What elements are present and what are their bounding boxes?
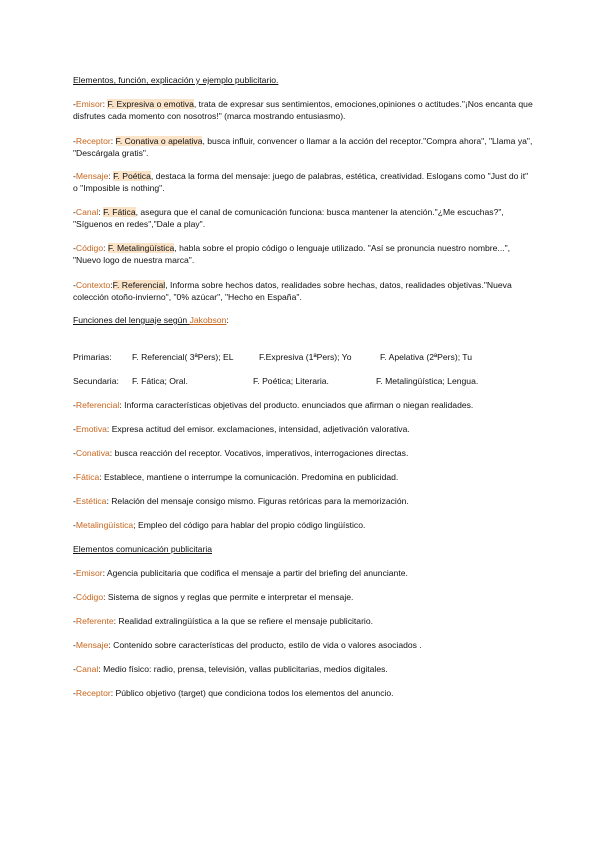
function-text: , busca influir, convencer o llamar a la acción del receptor."Compra ahora", "Llama ya", "Descárgala gratis". xyxy=(73,136,533,158)
element-emisor xyxy=(73,567,533,579)
function-highlight: F. Poética xyxy=(113,171,151,181)
definition-text: : busca reacción del receptor. Vocativos, imperativos, interrogaciones directas. xyxy=(109,448,409,458)
dash: - xyxy=(73,424,76,434)
definition-text: ; Empleo del código para hablar del propio código lingüístico. xyxy=(133,520,366,530)
section-heading-elementos-funcion: Elementos, función, explicación y ejemplo publicitario. xyxy=(73,75,279,85)
function-item-codigo xyxy=(73,242,533,266)
element-text: : Agencia publicitaria que codifica el mensaje a partir del briefing del anunciante. xyxy=(102,568,408,578)
dash: - xyxy=(73,688,76,698)
definition-emotiva xyxy=(73,423,533,435)
element-label: Canal xyxy=(75,207,99,217)
function-highlight: F. Referencial xyxy=(112,280,166,290)
dash: - xyxy=(73,136,76,146)
function-item-contexto xyxy=(73,279,533,303)
function-text: , trata de expresar sus sentimientos, emociones,opiniones o actitudes."¡Nos encanta que disfrutes cada momento con nosotros!" (marca mostrando entusiasmo). xyxy=(73,99,533,121)
separator: : xyxy=(110,136,116,146)
function-cell: F. Referencial( 3ªPers); EL xyxy=(132,352,234,362)
element-text: : Sistema de signos y reglas que permite e interpretar el mensaje. xyxy=(103,592,354,602)
function-item-canal xyxy=(73,206,533,230)
function-text: , destaca la forma del mensaje: juego de palabras, estética, creatividad. Eslogans como "Just do it" o "Imposible is nothing". xyxy=(73,171,529,193)
separator: : xyxy=(108,171,114,181)
separator: : xyxy=(110,280,113,290)
heading-text: Funciones del lenguaje según xyxy=(73,315,190,325)
function-label: Estética xyxy=(75,496,107,506)
function-cell: F. Apelativa (2ªPers); Tu xyxy=(380,352,473,362)
function-text: , habla sobre el propio código o lenguaje utilizado. "Así se pronuncia nuestro nombre...", "Nuevo logo de nuestra marca". xyxy=(73,243,511,265)
element-text: : Medio físico: radio, prensa, televisión, vallas publicitarias, medios digitales. xyxy=(98,664,388,674)
element-label: Receptor xyxy=(75,688,111,698)
element-label: Código xyxy=(75,243,104,253)
definition-text: : Expresa actitud del emisor. exclamaciones, intensidad, adjetivación valorativa. xyxy=(106,424,410,434)
dash: - xyxy=(73,640,76,650)
row-label: Primarias: xyxy=(73,352,112,362)
element-label: Código xyxy=(75,592,104,602)
separator: : xyxy=(103,243,108,253)
dash: - xyxy=(73,664,76,674)
dash: - xyxy=(73,400,76,410)
heading-suffix: : xyxy=(226,315,229,325)
function-text: , Informa sobre hechos datos, realidades sobre hechas, datos, realidades objetivas."Nueva colección otoño-invierno", "0% azúcar", "Hecho en España". xyxy=(73,280,512,302)
function-label: Emotiva xyxy=(75,424,107,434)
dash: - xyxy=(73,171,76,181)
function-highlight: F. Expresiva o emotiva xyxy=(107,99,194,109)
element-text: : Contenido sobre características del producto, estilo de vida o valores asociados . xyxy=(108,640,422,650)
element-referente xyxy=(73,615,533,627)
element-label: Emisor xyxy=(75,99,103,109)
dash: - xyxy=(73,207,76,217)
dash: - xyxy=(73,520,76,530)
dash: - xyxy=(73,592,76,602)
element-text: : Realidad extralingüística a la que se refiere el mensaje publicitario. xyxy=(113,616,374,626)
definition-text: : Establece, mantiene o interrumpe la comunicación. Predomina en publicidad. xyxy=(99,472,399,482)
dash: - xyxy=(73,99,76,109)
function-text: , asegura que el canal de comunicación funciona: busca mantener la atención."¿Me escuchas?", "Síguenos en redes","Dale a play". xyxy=(73,207,504,229)
function-label: Metalingüística xyxy=(75,520,134,530)
definition-text: : Informa características objetivas del producto. enunciados que afirman o niegan realidades. xyxy=(119,400,474,410)
dash: - xyxy=(73,448,76,458)
definition-estetica xyxy=(73,495,533,507)
element-label: Emisor xyxy=(75,568,103,578)
function-label: Fática xyxy=(75,472,100,482)
function-cell: F. Metalingüística; Lengua. xyxy=(376,376,479,386)
function-cell: F. Poética; Literaria. xyxy=(253,376,329,386)
element-label: Mensaje xyxy=(75,171,109,181)
function-cell: F. Fática; Oral. xyxy=(132,376,188,386)
function-item-emisor xyxy=(73,98,533,122)
definition-text: : Relación del mensaje consigo mismo. Figuras retóricas para la memorización. xyxy=(106,496,409,506)
dash: - xyxy=(73,472,76,482)
primarias-row xyxy=(73,351,543,363)
function-label: Conativa xyxy=(75,448,110,458)
dash: - xyxy=(73,496,76,506)
function-label: Referencial xyxy=(75,400,120,410)
element-label: Referente xyxy=(75,616,114,626)
section-heading-jakobson xyxy=(73,314,533,326)
separator: : xyxy=(98,207,104,217)
secundaria-row xyxy=(73,375,543,387)
function-highlight: F. Fática xyxy=(103,207,136,217)
element-label: Receptor xyxy=(75,136,111,146)
function-item-mensaje xyxy=(73,170,533,194)
definition-referencial xyxy=(73,399,533,411)
definition-metalinguistica xyxy=(73,519,533,531)
section-heading-elementos-comunicacion: Elementos comunicación publicitaria xyxy=(73,544,213,554)
dash: - xyxy=(73,243,76,253)
separator: : xyxy=(102,99,108,109)
element-mensaje xyxy=(73,639,533,651)
definition-conativa xyxy=(73,447,533,459)
element-codigo xyxy=(73,591,533,603)
element-label: Mensaje xyxy=(75,640,109,650)
dash: - xyxy=(73,568,76,578)
element-canal xyxy=(73,663,533,675)
element-label: Canal xyxy=(75,664,99,674)
function-item-receptor xyxy=(73,135,533,159)
element-receptor xyxy=(73,687,533,699)
definition-fatica xyxy=(73,471,533,483)
function-cell: F.Expresiva (1ªPers); Yo xyxy=(259,352,352,362)
function-highlight: F. Conativa o apelativa xyxy=(115,136,203,146)
function-highlight: F. Metalingüística xyxy=(107,243,175,253)
dash: - xyxy=(73,280,76,290)
dash: - xyxy=(73,616,76,626)
element-label: Contexto xyxy=(75,280,111,290)
element-text: : Público objetivo (target) que condiciona todos los elementos del anuncio. xyxy=(110,688,394,698)
row-label: Secundaria: xyxy=(73,376,119,386)
jakobson-name: Jakobson xyxy=(189,315,227,325)
